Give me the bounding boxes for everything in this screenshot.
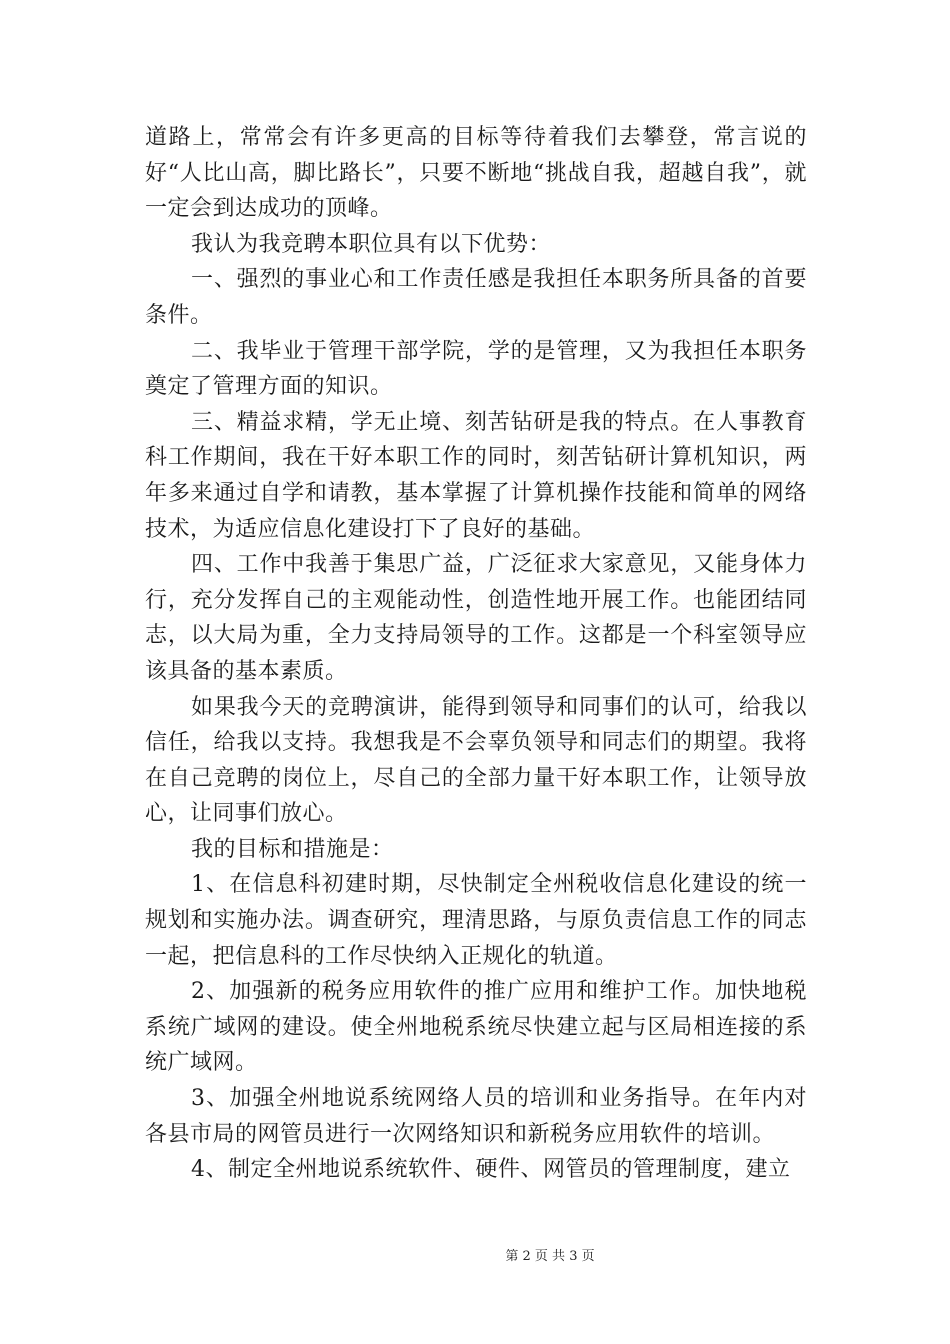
paragraph-8: 我的目标和措施是：	[191, 836, 394, 862]
paragraph-12: 4、制定全州地说系统软件、硬件、网管员的管理制度，建立	[191, 1157, 791, 1183]
paragraph-5: 三、精益求精，学无止境、刻苦钻研是我的特点。在人事教育科工作期间，我在干好本职工作的同时，刻苦钻研计算机知识，两年多来通过自学和请教，基本掌握了计算机操作技能和简单的网络技术，为适应信息化建设打下了良好的基础。	[145, 409, 807, 542]
document-body	[145, 120, 807, 1188]
paragraph-3: 一、强烈的事业心和工作责任感是我担任本职务所具备的首要条件。	[145, 267, 807, 328]
paragraph-6: 四、工作中我善于集思广益，广泛征求大家意见，又能身体力行，充分发挥自己的主观能动性，创造性地开展工作。也能团结同志，以大局为重，全力支持局领导的工作。这都是一个科室领导应该具备的基本素质。	[145, 552, 807, 684]
page-footer	[0, 1245, 950, 1264]
paragraph-9: 1、在信息科初建时期，尽快制定全州税收信息化建设的统一规划和实施办法。调查研究，理清思路，与原负责信息工作的同志一起，把信息科的工作尽快纳入正规化的轨道。	[145, 872, 807, 969]
paragraph-4: 二、我毕业于管理干部学院，学的是管理，又为我担任本职务奠定了管理方面的知识。	[145, 338, 807, 400]
paragraph-1: 道路上，常常会有许多更高的目标等待着我们去攀登，常言说的好“人比山高，脚比路长”，只要不断地“挑战自我，超越自我”，就一定会到达成功的顶峰。	[145, 125, 807, 222]
paragraph-11: 3、加强全州地说系统网络人员的培训和业务指导。在年内对各县市局的网管员进行一次网络知识和新税务应用软件的培训。	[145, 1086, 807, 1147]
page-number-label: 第 2 页 共 3 页	[505, 1249, 595, 1264]
paragraph-2: 我认为我竞聘本职位具有以下优势：	[191, 231, 552, 257]
paragraph-7: 如果我今天的竞聘演讲，能得到领导和同事们的认可，给我以信任，给我以支持。我想我是不会辜负领导和同志们的期望。我将在自己竞聘的岗位上，尽自己的全部力量干好本职工作，让领导放心，让同事们放心。	[145, 694, 807, 827]
paragraph-10: 2、加强新的税务应用软件的推广应用和维护工作。加快地税系统广域网的建设。使全州地税系统尽快建立起与区局相连接的系统广域网。	[145, 979, 807, 1076]
